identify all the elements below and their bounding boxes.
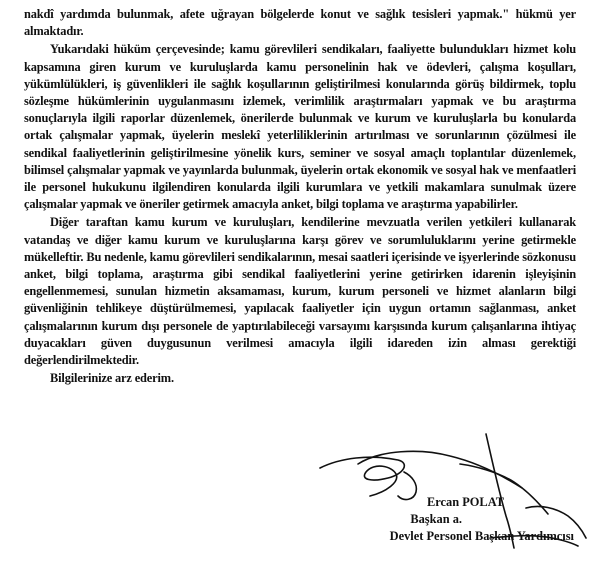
signatory-title: Başkan a. <box>410 512 462 526</box>
document-body <box>24 6 576 388</box>
signature-block <box>314 494 574 545</box>
signatory-name: Ercan POLAT <box>427 495 504 509</box>
paragraph-institution-duties: Diğer taraftan kamu kurum ve kuruluşları, kendilerine mevzuatla verilen yetkileri kullanarak vatandaş ve diğer kamu kurum ve kuruluşlarına karşı görev ve sorumluluklarını yerine getirmekle mükelleftir. Bu nedenle, kamu görevlileri sendikalarının, mesai saatleri içerisinde ve işyerlerinde sözkonusu anket, bilgi toplama, araştırma gibi sendikal faaliyetlerini yerine getirirken idarenin işleyişinin engellenmemesi, sunulan hizmetin aksamaması, kurum, kurum personeli ve hizmet alanların bilgi güvenliğinin tehlikeye düştürülmemesi, yapılacak faaliyetler için uygun ortamın sağlanması, anket çalışmalarının kurum dışı personele de yaptırılabileceği varsayımı karşısında kurum çalışanlarına ihtiyaç duyacakları güven duygusunun verilmesi amacıyla ilgili idareden izin alması gerektiği değerlendirilmektedir. <box>24 215 576 368</box>
paragraph-continuation: nakdî yardımda bulunmak, afete uğrayan bölgelerde konut ve sağlık tesisleri yapmak." hükmü yer almaktadır. <box>24 7 576 39</box>
signatory-position: Devlet Personel Başkan Yardımcısı <box>389 529 574 543</box>
paragraph-closing: Bilgilerinize arz ederim. <box>50 371 174 386</box>
paragraph-union-activities: Yukarıdaki hüküm çerçevesinde; kamu görevlileri sendikaları, faaliyette bulundukları hizmet kolu kapsamına giren kurum ve kuruluşlarda kamu personelinin hak ve ödevleri, çalışma koşulları, yükümlülükleri, iş güvenlikleri ile sağlık koşullarının geliştirilmesi konularında görüş bildirmek, toplu sözleşme hükümlerinin uygulanmasını izlemek, verimlilik araştırmaları yapmak ve bu araştırma sonuçlarıyla ilgili raporlar düzenlemek, önerilerde bulunmak ve kurum ve kuruluşlarla bu konularda ortak çalışmalar yapmak, üyelerin meslekî yeterliliklerinin artırılması ve sorunlarının çözülmesi ile sendikal faaliyetlerinin geliştirilmesine yönelik kurs, seminer ve sosyal amaçlı toplantılar düzenlemek, bilimsel çalışmalar yapmak ve yayınlarda bulunmak, üyelerin ortak ekonomik ve sosyal hak ve menfaatleri ile personel hukukunu ilgilendiren konularda ilgili kurumlara ve yetkili makamlara sunulmak üzere çalışmalar yapmak ve öneriler getirmek amacıyla anket, bilgi toplama ve araştırma yapabilirler. <box>24 42 576 212</box>
